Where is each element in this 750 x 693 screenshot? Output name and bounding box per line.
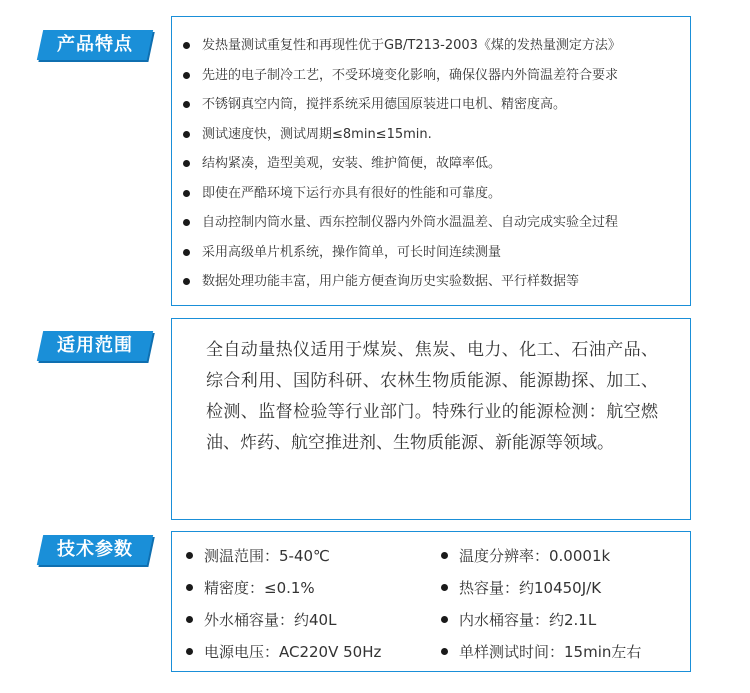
feature-item: 测试速度快，测试周期≤8min≤15min. [172,120,690,150]
bullet-icon [183,101,190,108]
param-item: 精密度：≤0.1% [172,572,315,604]
bullet-icon [183,278,190,285]
feature-item: 数据处理功能丰富，用户能方便查询历史实验数据、平行样数据等 [172,267,690,297]
param-item: 测温范围：5-40℃ [172,540,330,572]
scope-section-tag [37,331,153,361]
param-item: 单样测试时间：15min左右 [427,636,641,668]
feature-item: 采用高级单片机系统，操作简单，可长时间连续测量 [172,238,690,268]
scope-panel [171,318,691,520]
bullet-icon [183,42,190,49]
bullet-icon [186,584,193,591]
scope-section-title: 适用范围 [57,335,133,356]
bullet-icon [183,190,190,197]
param-item: 电源电压：AC220V 50Hz [172,636,381,668]
features-list [172,17,690,297]
bullet-icon [186,648,193,655]
bullet-icon [441,616,448,623]
features-section-tag [37,30,153,60]
bullet-icon [441,648,448,655]
bullet-icon [186,616,193,623]
param-item: 内水桶容量：约2.1L [427,604,596,636]
param-item: 温度分辨率：0.0001k [427,540,610,572]
bullet-icon [183,249,190,256]
bullet-icon [183,160,190,167]
params-panel [171,531,691,672]
feature-item: 自动控制内筒水量、西东控制仪器内外筒水温温差、自动完成实验全过程 [172,208,690,238]
bullet-icon [183,72,190,79]
feature-item: 先进的电子制冷工艺，不受环境变化影响，确保仪器内外筒温差符合要求 [172,61,690,91]
params-section-tag [37,535,153,565]
bullet-icon [441,552,448,559]
bullet-icon [183,131,190,138]
features-panel [171,16,691,306]
feature-item: 发热量测试重复性和再现性优于GB/T213-2003《煤的发热量测定方法》 [172,31,690,61]
param-item: 热容量：约10450J/K [427,572,601,604]
bullet-icon [441,584,448,591]
features-section-title: 产品特点 [57,34,133,55]
bullet-icon [186,552,193,559]
params-section-title: 技术参数 [57,539,133,560]
feature-item: 不锈钢真空内筒，搅拌系统采用德国原装进口电机、精密度高。 [172,90,690,120]
scope-description: 全自动量热仪适用于煤炭、焦炭、电力、化工、石油产品、综合利用、国防科研、农林生物质能源、能源勘探、加工、检测、监督检验等行业部门。特殊行业的能源检测：航空燃油、炸药、航空推进剂、生物质能源、新能源等领域。 [206,340,658,453]
param-item: 外水桶容量：约40L [172,604,336,636]
bullet-icon [183,219,190,226]
feature-item: 结构紧凑，造型美观，安装、维护简便，故障率低。 [172,149,690,179]
feature-item: 即使在严酷环境下运行亦具有很好的性能和可靠度。 [172,179,690,209]
